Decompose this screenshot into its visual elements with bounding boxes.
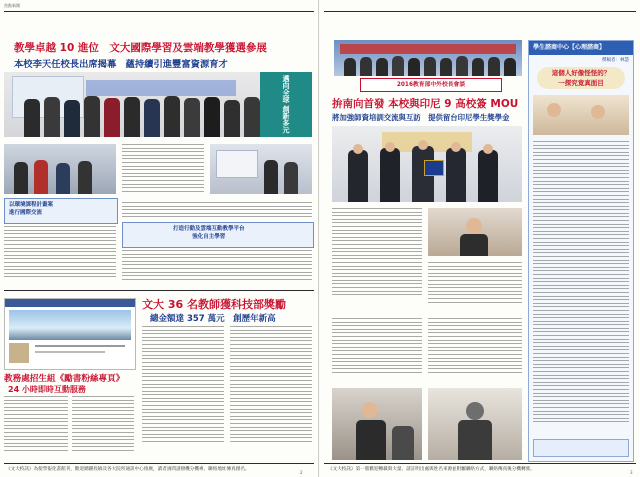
- text-line: [35, 351, 105, 353]
- mobile-platform-text: [122, 250, 312, 286]
- person-figure: [392, 56, 404, 76]
- left-page: [0, 0, 319, 477]
- person-figure: [460, 234, 488, 256]
- person-figure: [446, 148, 466, 202]
- person-figure: [224, 100, 240, 137]
- main-article-text-col1: [122, 144, 204, 200]
- person-figure: [78, 161, 92, 194]
- person-figure: [424, 57, 436, 76]
- main-article-text-wide: [122, 202, 312, 222]
- section-divider: [4, 290, 314, 291]
- person-figure: [244, 97, 260, 137]
- mou-text-col2: [428, 262, 522, 312]
- mou-text-col1: [332, 208, 422, 312]
- person-figure: [264, 160, 278, 194]
- person-figure: [472, 58, 484, 76]
- person-figure: [440, 58, 452, 76]
- person-figure: [392, 426, 414, 460]
- exchange-body-text: [4, 226, 116, 286]
- person-figure: [204, 97, 220, 137]
- header-rule: [324, 11, 636, 12]
- person-head: [466, 218, 482, 234]
- mou-signing-photo: [332, 126, 522, 202]
- person-figure: [348, 150, 368, 202]
- backdrop-banner: [86, 80, 236, 96]
- exchange-box: [4, 198, 118, 224]
- banner-text: 邁向全球 創新多元: [282, 75, 290, 134]
- sidebar-illustration: [533, 95, 629, 135]
- story2-subhead: 總金額達 357 萬元 創歷年新高: [150, 314, 276, 324]
- left-page-number: 2: [300, 470, 303, 475]
- exchange-box-title: 以環境課程計畫案 進行國際交流: [9, 202, 54, 216]
- person-figure: [104, 98, 120, 137]
- person-figure: [24, 99, 40, 137]
- person-figure: [284, 162, 298, 194]
- person-figure: [458, 420, 492, 460]
- person-figure: [84, 96, 100, 137]
- sidebar-notice-box: [533, 439, 629, 457]
- person-figure: [344, 58, 356, 76]
- person-figure: [360, 57, 372, 76]
- delegation-photo: [332, 388, 422, 460]
- person-head: [385, 142, 395, 152]
- right-footer-text: 《文大校訊》第一版歡迎轉載與大量，請註明出處與姓名來源並附屬聯絡方式，聯絡傳真後分機轉發。: [328, 467, 535, 472]
- right-main-headline: 拚南向首發 本校與印尼 9 高校簽 MOU: [332, 98, 519, 110]
- left-footer-text: 《文大校訊》為使學報化書館刊，歡迎踴躍投稿及各大院所通訊中心推廣，讀者詢問請撥機分機專，聯絡地址傳真撥名。: [6, 467, 250, 472]
- sidebar-body-text: [533, 141, 629, 441]
- mou-text-col4: [428, 318, 522, 382]
- person-figure: [64, 100, 80, 137]
- conference-photo: [334, 40, 522, 76]
- right-page-number: 3: [630, 470, 633, 475]
- person-figure: [34, 160, 48, 194]
- exhibit-board: [216, 150, 258, 178]
- person-figure: [376, 58, 388, 76]
- award-ceremony-photo: [4, 72, 312, 137]
- person-head: [362, 402, 378, 418]
- person-figure: [14, 162, 28, 194]
- sidebar-question-ribbon: [537, 67, 625, 89]
- counseling-sidebar: [528, 40, 634, 462]
- left-main-headline: 教學卓越 10 進位 文大國際學習及雲端教學獲選參展: [14, 42, 267, 54]
- sidebar-title: 學生諮商中心【心理諮商】: [529, 41, 633, 55]
- story3-subhead: 24 小時即時互動服務: [8, 385, 86, 394]
- person-head: [466, 402, 484, 420]
- story2-text-col1: [142, 326, 224, 460]
- person-figure: [380, 148, 400, 202]
- person-head: [483, 144, 493, 154]
- left-sub-headline: 本校李天任校長出席揭幕 蘊持續引進豐富資源育才: [14, 59, 228, 70]
- person-figure: [164, 96, 180, 137]
- story3-text-col1: [4, 396, 68, 460]
- browser-bar: [5, 299, 135, 307]
- person-head: [591, 105, 605, 119]
- person-head: [353, 144, 363, 154]
- text-line: [35, 345, 125, 347]
- footer-rule: [324, 463, 636, 464]
- banner-panel: [260, 72, 312, 137]
- person-figure: [408, 58, 420, 76]
- person-figure: [144, 99, 160, 137]
- mou-text-col3: [332, 318, 422, 382]
- fan-page-screenshot: [4, 298, 136, 370]
- person-figure: [56, 163, 70, 194]
- person-head: [418, 140, 428, 150]
- person-figure: [124, 97, 140, 137]
- sidebar-question: 這個人好像怪怪的？ 一探究竟真面目: [551, 69, 611, 87]
- person-figure: [478, 150, 498, 202]
- cover-image: [9, 310, 131, 340]
- mobile-platform-box-title: 打造行動及雲端互動教學平台 強化自主學習: [173, 226, 245, 240]
- left-page-header-label: 焦點新聞: [4, 3, 20, 8]
- person-figure: [184, 98, 200, 137]
- person-figure: [488, 57, 500, 76]
- plaque: [424, 160, 444, 176]
- exchange-photo: [4, 144, 116, 194]
- photo-banner-caption: 2016教育部中外校長會談: [360, 78, 502, 92]
- footer-rule: [4, 463, 314, 464]
- person-figure: [456, 56, 468, 76]
- exhibit-photo: [210, 144, 312, 194]
- story2-text-col2: [230, 326, 312, 460]
- person-head: [451, 142, 461, 152]
- story3-headline: 教務處招生組《勵書粉絲專頁》: [4, 374, 125, 384]
- mobile-platform-box: [122, 222, 314, 248]
- profile-image: [9, 343, 29, 363]
- header-rule: [4, 11, 314, 12]
- right-page: [320, 0, 640, 477]
- conference-backdrop: [340, 44, 516, 54]
- story3-text-col2: [72, 396, 134, 460]
- right-sub-headline: 將加強師資培訓交流與互訪 提供留台印尼學生獎學金: [332, 113, 510, 122]
- story2-headline: 文大 36 名教師獲科技部獎勵: [142, 298, 286, 311]
- person-figure: [504, 58, 516, 76]
- sidebar-author: 撰稿者：林慧: [602, 58, 629, 63]
- seminar-photo: [428, 208, 522, 256]
- person-figure: [44, 97, 60, 137]
- guest-photo: [428, 388, 522, 460]
- person-figure: [356, 420, 386, 460]
- person-head: [547, 103, 561, 117]
